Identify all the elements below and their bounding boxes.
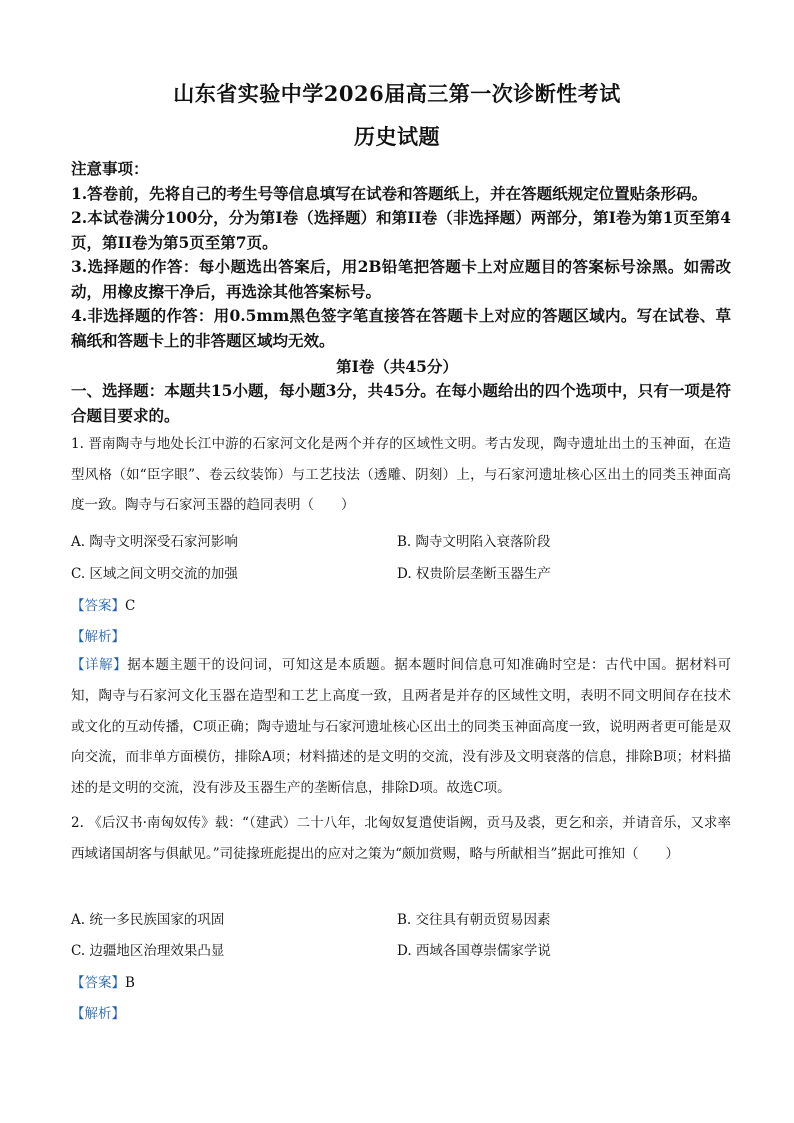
- q2-answer-tag: 【答案】: [71, 975, 125, 991]
- q1-detail-tag: 【详解】: [71, 657, 128, 673]
- q1-option-c[interactable]: C. 区域之间文明交流的加强: [71, 566, 238, 582]
- notice-item-1: 1.答卷前，先将自己的考生号等信息填写在试卷和答题纸上，并在答题纸规定位置贴条形码。: [71, 183, 708, 203]
- q2-answer: B: [125, 975, 135, 991]
- q1-detail-text: [71, 650, 731, 804]
- question-2-options: [71, 908, 731, 958]
- q1-detail-body: 据本题主题干的设问词，可知这是本质题。据本题时间信息可知准确时空是：古代中国。据材料可知，陶寺与石家河文化玉器在造型和工艺上高度一致，且两者是并存的区域性文明，表明不同文明间存在技术或文化的互动传播，C项正确；陶寺遗址与石家河遗址核心区出土的同类玉神面高度一致，说明两者更可能是双向交流，而非单方面模仿，排除A项；材料描述的是文明的交流，没有涉及文明衰落的信息，排除B项；材料描述的是文明的交流，没有涉及玉器生产的垄断信息，排除D项。故选C项。: [71, 657, 732, 797]
- question-1-text: 1. 晋南陶寺与地处长江中游的石家河文化是两个并存的区域性文明。考古发现，陶寺遗址出土的玉神面，在造型风格（如“臣字眼”、卷云纹装饰）与工艺技法（透雕、阴刻）上，与石家河遗址核心区出土的同类玉神面高度一致。陶寺与石家河玉器的趋同表明（ ）: [71, 436, 731, 513]
- q1-answer: C: [125, 598, 136, 614]
- section-intro: [71, 379, 731, 428]
- q1-answer-tag: 【答案】: [71, 598, 125, 614]
- question-2-stem: [71, 808, 731, 869]
- q1-option-a[interactable]: A. 陶寺文明深受石家河影响: [71, 534, 238, 550]
- q2-analysis-line: [71, 1002, 731, 1022]
- notice-item-3: 3.选择题的作答：每小题选出答案后，用2B铅笔把答题卡上对应题目的答案标号涂黑。如需改动，用橡皮擦干净后，再选涂其他答案标号。: [71, 257, 731, 301]
- q2-option-a[interactable]: A. 统一多民族国家的巩固: [71, 912, 225, 928]
- q1-analysis-line: [71, 625, 731, 645]
- section-intro-text: 一、选择题：本题共15小题，每小题3分，共45分。在每小题给出的四个选项中，只有一项是符合题目要求的。: [71, 381, 731, 425]
- section-title: 第Ⅰ卷（共45分）: [336, 357, 458, 376]
- notice-item-4: 4.非选择题的作答：用0.5mm黑色签字笔直接答在答题卡上对应的答题区域内。写在试卷、草稿纸和答题卡上的非答题区域均无效。: [71, 306, 731, 350]
- question-2-text: 2. 《后汉书·南匈奴传》载：“（建武）二十八年，北匈奴复遣使诣阙，贡马及裘，更乞和亲，并请音乐，又求率西域诸国胡客与俱献见。”司徒掾班彪提出的应对之策为“颇加赏赐，略与所献相当”据此可推知（ ）: [71, 815, 731, 862]
- notice-block: [71, 157, 731, 353]
- question-1-options: [71, 530, 731, 580]
- subject-title: 历史试题: [354, 124, 440, 149]
- q2-option-d[interactable]: D. 西域各国尊崇儒家学说: [397, 943, 551, 959]
- q1-detail: [71, 650, 731, 804]
- notice-item-2: 2.本试卷满分100分，分为第Ⅰ卷（选择题）和第II卷（非选择题）两部分，第Ⅰ卷为第1页至第4页，第II卷为第5页至第7页。: [71, 208, 731, 252]
- q1-answer-line: [71, 594, 731, 614]
- q2-option-b[interactable]: B. 交往具有朝贡贸易因素: [397, 912, 551, 928]
- question-1-stem: [71, 429, 731, 521]
- q1-option-d[interactable]: D. 权贵阶层垄断玉器生产: [397, 566, 551, 582]
- q1-analysis-tag: 【解析】: [71, 629, 125, 645]
- q1-option-b[interactable]: B. 陶寺文明陷入衰落阶段: [397, 534, 551, 550]
- q2-answer-line: [71, 971, 731, 991]
- notice-heading: 注意事项：: [71, 159, 149, 178]
- exam-title: 山东省实验中学2026届高三第一次诊断性考试: [173, 81, 621, 106]
- q2-analysis-tag: 【解析】: [71, 1006, 125, 1022]
- q2-option-c[interactable]: C. 边疆地区治理效果凸显: [71, 943, 225, 959]
